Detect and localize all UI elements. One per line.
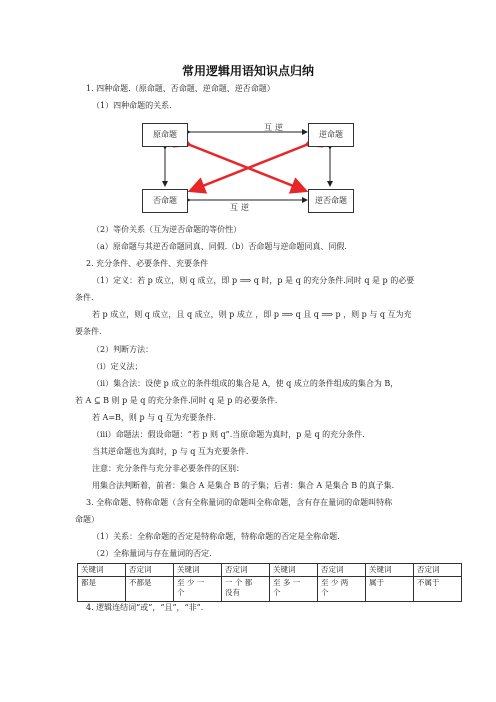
table-cell: 否定词 — [318, 564, 366, 577]
negation-table — [77, 563, 462, 602]
method-proposition-converse: 当其逆命题也为真时，p 与 q 互为充要条件. — [92, 447, 249, 456]
table-header-row — [78, 564, 462, 577]
method-set-equal: 若 A=B，则 p 与 q 互为充要条件. — [92, 413, 216, 422]
proposition-diagram — [142, 123, 357, 215]
top-relation-label: 互逆 — [264, 123, 286, 132]
equivalence-detail: （a）原命题与其逆否命题同真、同假.（b）否命题与逆命题同真、同假. — [92, 242, 347, 251]
four-propositions-relation: （1）四种命题的关系. — [92, 101, 172, 110]
table-cell: 不属于 — [414, 577, 462, 602]
table-row — [78, 577, 462, 602]
biconditional-continuation: 要条件. — [75, 327, 102, 336]
bottom-relation-label: 互逆 — [230, 203, 252, 212]
table-cell: 关键词 — [174, 564, 222, 577]
note-detail: 用集合法判断着，前者：集合 A 是集合 B 的子集；后者：集合 A 是集合 B 的真子集. — [92, 481, 395, 490]
method-definition: （i）定义法； — [92, 362, 143, 371]
table-cell: 一 个 都 没有 — [222, 577, 270, 602]
table-cell: 属于 — [366, 577, 414, 602]
table-cell: 关键词 — [270, 564, 318, 577]
table-cell: 否定词 — [414, 564, 462, 577]
table-cell: 关键词 — [366, 564, 414, 577]
biconditional-line: 若 p 成立，则 q 成立，且 q 成立，则 p 成立 ，即 p ⟹ q 且 q ⟹ p ，则 p 与 q 互为充 — [92, 310, 412, 319]
judgment-methods-heading: （2）判断方法： — [92, 345, 154, 354]
section-4-heading: 4. 逻辑连结词“或”，“且”，“非”. — [86, 603, 204, 612]
quantifier-negation-heading: （2）全称量词与存在量词的否定. — [92, 549, 212, 558]
method-proposition: （iii）命题法：假设命题：“若 p 则 q”.当原命题为真时，p 是 q 的充分条件. — [92, 430, 365, 439]
contrapositive-proposition-box: 逆否命题 — [308, 189, 354, 213]
definition-line: （1）定义：若 p 成立，则 q 成立，即 p ⟹ q 时，p 是 q 的充分条件.同时 q 是 p 的必要 — [92, 276, 415, 285]
table-cell: 否定词 — [222, 564, 270, 577]
table-cell: 至 少 一 个 — [174, 577, 222, 602]
table-cell: 不都是 — [126, 577, 174, 602]
page-title: 常用逻辑用语知识点归纳 — [181, 64, 314, 78]
method-set: （ii）集合法：设使 p 成立的条件组成的集合是 A，使 q 成立的条件组成的集合为 B， — [92, 379, 399, 388]
table-cell: 至 多 一 个 — [270, 577, 318, 602]
section-3-continuation: 命题） — [75, 515, 99, 524]
table-cell: 否定词 — [126, 564, 174, 577]
table-cell: 都是 — [78, 577, 126, 602]
converse-proposition-box: 逆命题 — [308, 123, 354, 147]
definition-continuation: 条件. — [75, 293, 94, 302]
inverse-proposition-box: 否命题 — [142, 189, 188, 213]
table-cell: 关键词 — [78, 564, 126, 577]
note-line: 注意：充分条件与充分非必要条件的区别： — [92, 464, 244, 473]
quantifier-relation: （1）关系：全称命题的否定是特称命题，特称命题的否定是全称命题. — [92, 532, 340, 541]
section-1-heading: 1. 四种命题.（原命题、否命题、逆命题、逆否命题） — [86, 84, 275, 93]
section-3-heading: 3. 全称命题、特称命题（含有全称量词的命题叫全称命题，含有存在量词的命题叫特称 — [86, 498, 393, 507]
table-cell: 至 少 两 个 — [318, 577, 366, 602]
original-proposition-box: 原命题 — [142, 123, 188, 147]
equivalence-heading: （2）等价关系（互为逆否命题的等价性） — [92, 225, 242, 234]
method-set-subset: 若 A ⊆ B 则 p 是 q 的充分条件.同时 q 是 p 的必要条件. — [75, 396, 278, 405]
section-2-heading: 2. 充分条件、必要条件、充要条件 — [86, 259, 209, 268]
